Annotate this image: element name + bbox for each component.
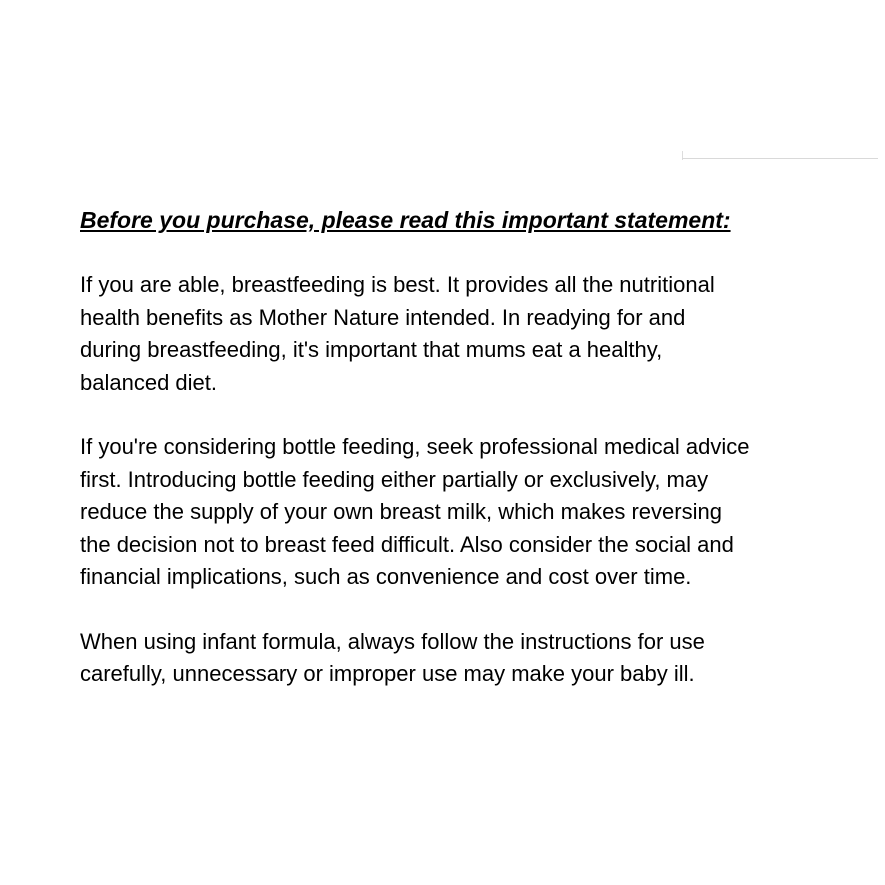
text-line: If you're considering bottle feeding, seek professional medical advice <box>80 434 750 459</box>
statement-content <box>80 204 860 691</box>
text-line: reduce the supply of your own breast milk, which makes reversing <box>80 499 722 524</box>
text-line: health benefits as Mother Nature intended. In readying for and <box>80 304 686 330</box>
text-line: When using infant formula, always follow the instructions for use <box>80 628 705 654</box>
paragraph-infant-formula-warning <box>80 626 860 691</box>
cropped-frame-edge-line <box>682 158 878 159</box>
statement-heading: Before you purchase, please read this important statement: <box>80 207 731 233</box>
text-line: the decision not to breast feed difficult. Also consider the social and <box>80 531 734 557</box>
paragraph-bottle-feeding-advice <box>80 431 860 594</box>
text-line: during breastfeeding, it's important that mums eat a healthy, <box>80 337 663 362</box>
text-line: If you are able, breastfeeding is best. It provides all the nutritional <box>80 272 715 297</box>
text-line: first. Introducing bottle feeding either partially or exclusively, may <box>80 466 709 492</box>
text-line: financial implications, such as convenience and cost over time. <box>80 564 692 589</box>
text-line: balanced diet. <box>80 369 217 395</box>
paragraph-breastfeeding-best <box>80 269 860 399</box>
text-line: carefully, unnecessary or improper use may make your baby ill. <box>80 661 695 686</box>
